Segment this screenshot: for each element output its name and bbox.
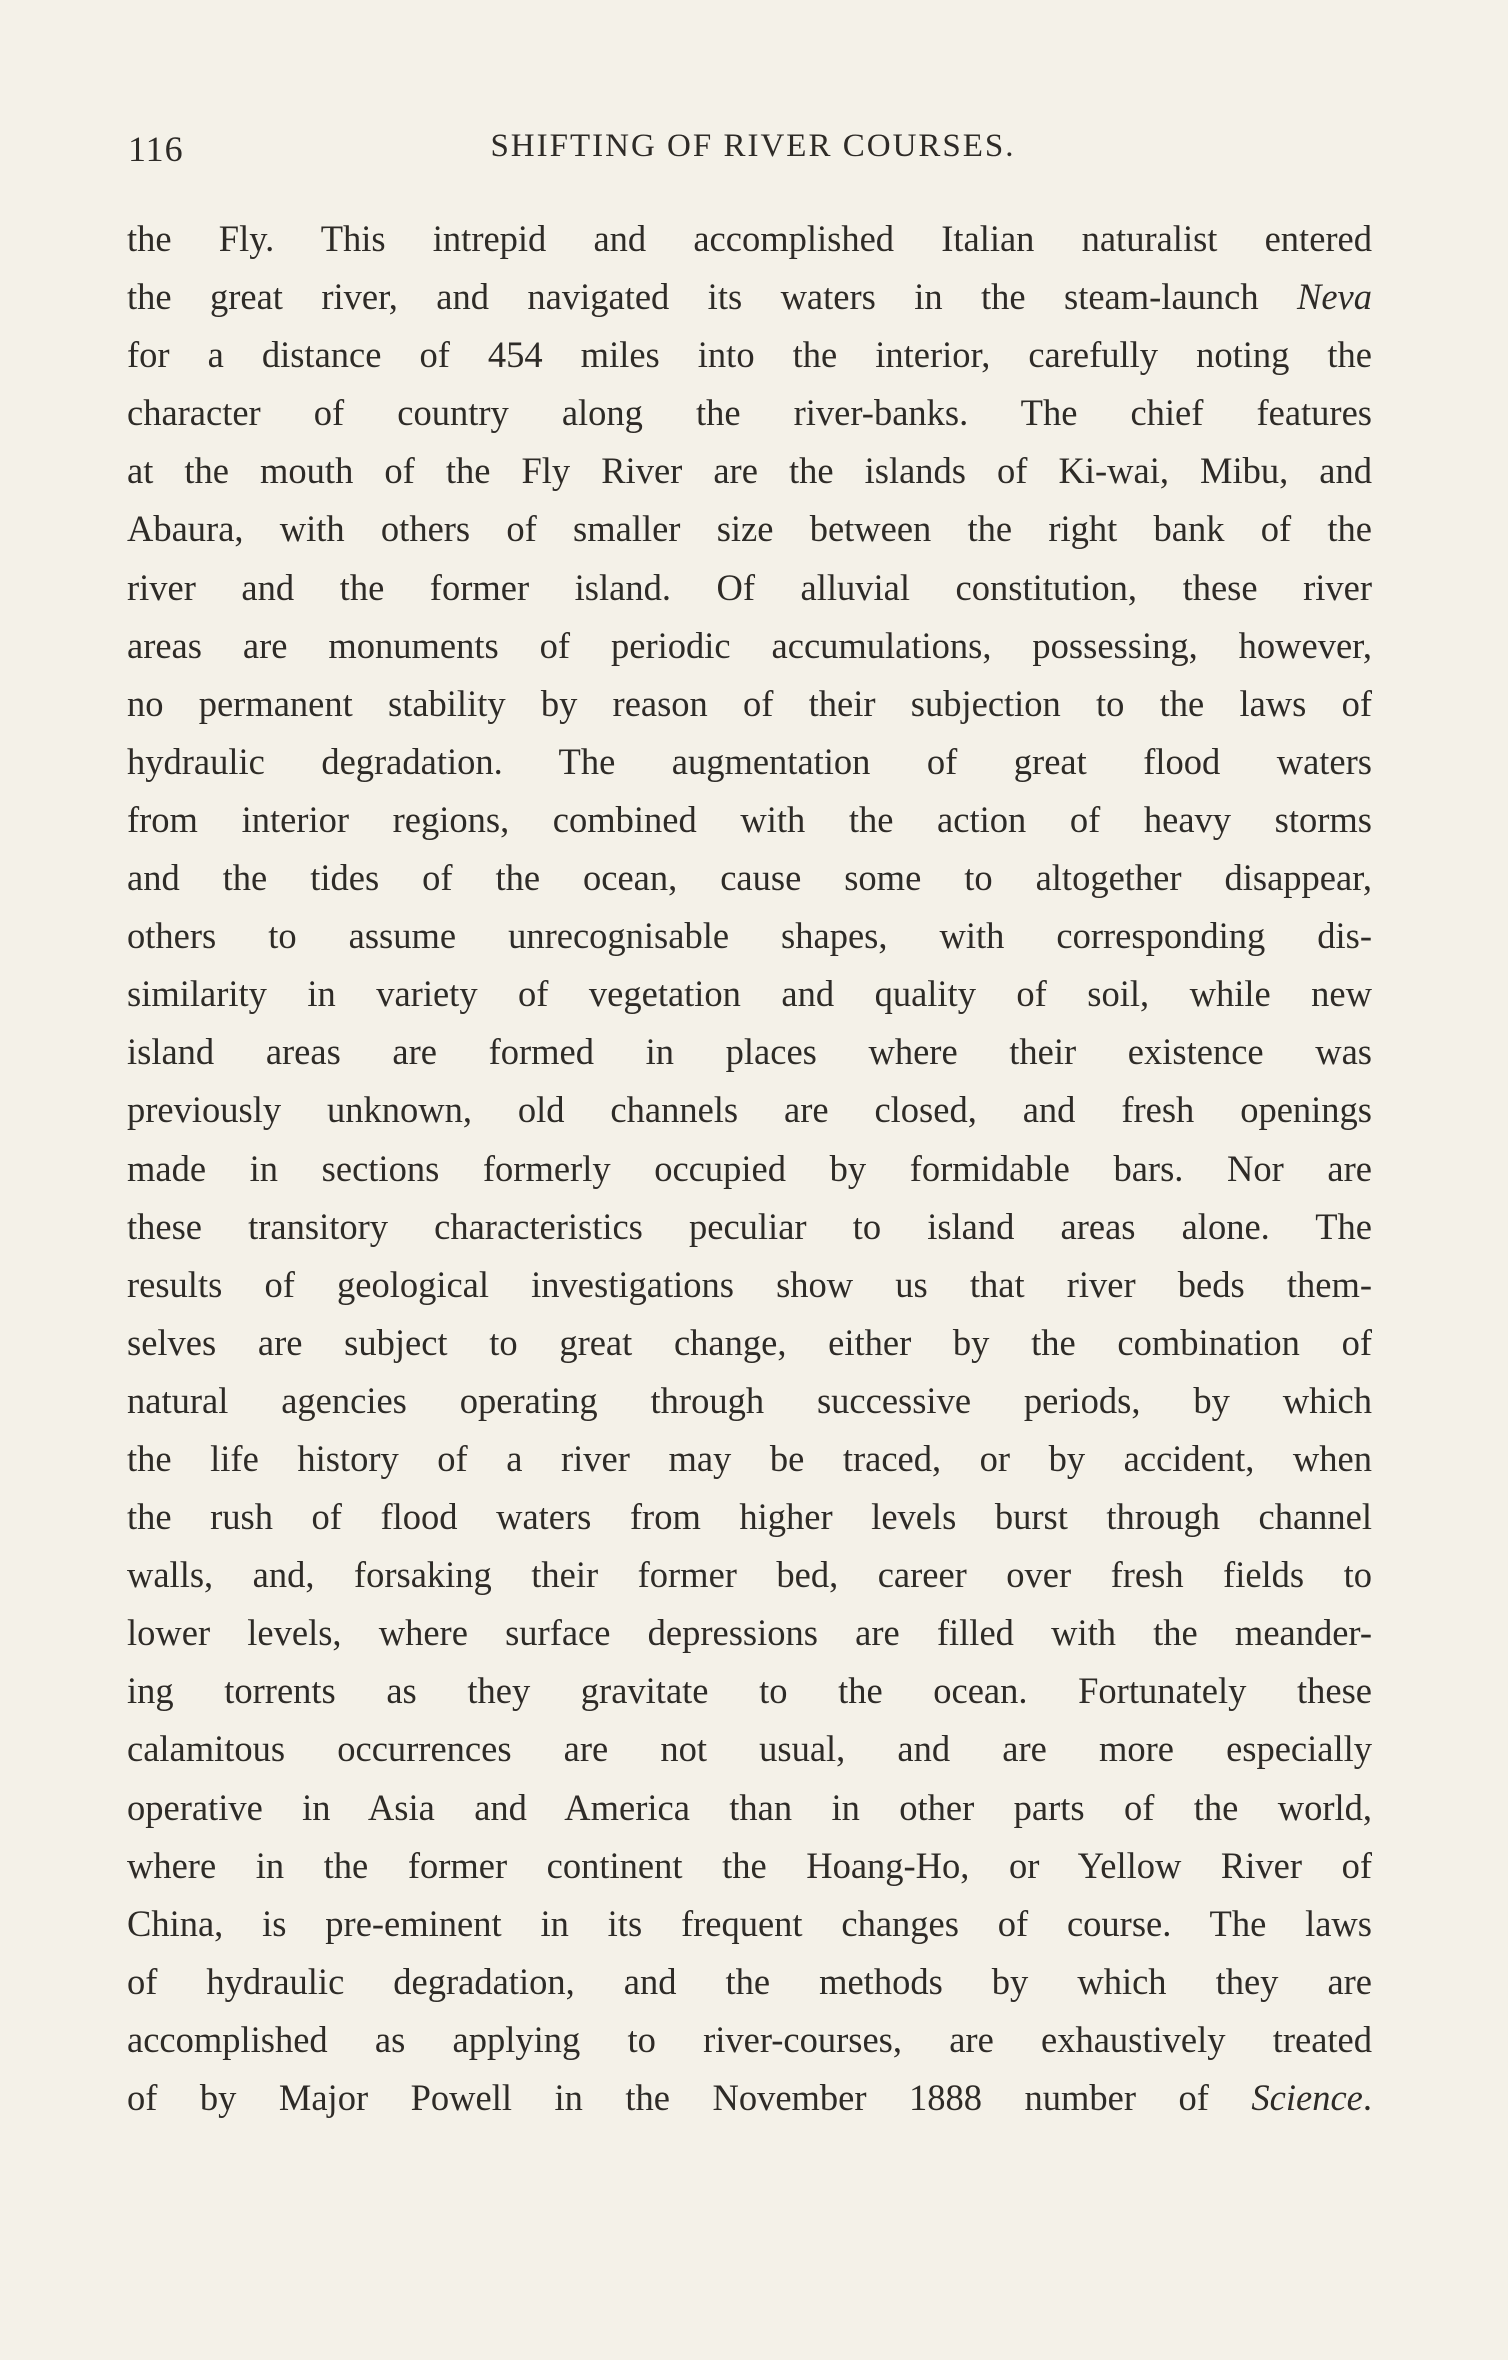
text-line [127,675,1372,733]
text-line-roman: and the tides of the ocean, cause some to altogether disappear, [127,857,1372,899]
text-line-roman: the Fly. This intrepid and accomplished Italian naturalist entered [127,218,1372,259]
text-line [127,2011,1372,2069]
running-title: SHIFTING OF RIVER COURSES. [490,128,1016,164]
text-line-roman: no permanent stability by reason of their subjection to the laws of [127,682,1372,724]
text-line [127,1953,1372,2011]
text-line [127,1546,1372,1604]
text-line-roman: Abaura, with others of smaller size between the right bank of the [127,508,1372,550]
page-number: 116 [128,129,184,169]
text-line [127,849,1372,907]
text-line [127,442,1372,500]
text-line [127,1779,1372,1837]
page-header [128,128,1378,178]
text-line [127,1895,1372,1953]
text-line-roman: previously unknown, old channels are closed, and fresh openings [127,1089,1372,1131]
text-line-italic: Science [1251,2077,1363,2118]
text-line-roman: accomplished as applying to river-courses, are exhaustively treated [127,2018,1372,2060]
text-line [127,1198,1372,1256]
text-line [127,965,1372,1023]
text-line-roman: areas are monuments of periodic accumulations, possessing, however, [127,624,1372,666]
text-line [127,1662,1372,1720]
text-line-roman: walls, and, forsaking their former bed, career over fresh fields to [127,1554,1372,1596]
text-line [127,1720,1372,1778]
text-line-roman: the great river, and navigated its waters in the steam-launch [127,276,1297,318]
text-line [127,1372,1372,1430]
text-line-roman: selves are subject to great change, either by the combination of [127,1321,1372,1363]
text-line-roman: of hydraulic degradation, and the methods by which they are [127,1960,1372,2002]
text-line [127,268,1372,326]
text-line [127,1314,1372,1372]
text-line-roman: natural agencies operating through successive periods, by which [127,1379,1372,1421]
text-line-roman: where in the former continent the Hoang-Ho, or Yellow River of [127,1844,1372,1886]
text-line [127,1488,1372,1546]
text-line-roman: hydraulic degradation. The augmentation of great flood waters [127,740,1372,782]
text-line [127,1023,1372,1081]
text-line [127,2069,1372,2127]
text-line-roman: made in sections formerly occupied by formidable bars. Nor are [127,1147,1372,1189]
text-line-roman: the rush of flood waters from higher levels burst through channel [127,1496,1372,1538]
text-line-roman: these transitory characteristics peculiar to island areas alone. The [127,1205,1372,1247]
text-line [127,791,1372,849]
text-line [127,1837,1372,1895]
text-line-roman: from interior regions, combined with the action of heavy storms [127,798,1372,840]
text-line-roman: the life history of a river may be traced, or by accident, when [127,1437,1372,1479]
text-line-roman: lower levels, where surface depressions are filled with the meander- [127,1612,1372,1654]
text-line [127,1140,1372,1198]
body-paragraph [127,210,1372,2127]
text-line-trailing: . [1362,2077,1372,2118]
text-line [127,733,1372,791]
text-line-italic: Neva [1297,276,1372,318]
text-line-roman: for a distance of 454 miles into the interior, carefully noting the [127,334,1372,376]
text-line [127,1604,1372,1662]
text-line-roman: river and the former island. Of alluvial constitution, these river [127,566,1372,608]
text-line [127,559,1372,617]
text-line-roman: results of geological investigations show us that river beds them- [127,1263,1372,1305]
text-line [127,907,1372,965]
text-line-roman: others to assume unrecognisable shapes, with corresponding dis- [127,915,1372,957]
text-line [127,1081,1372,1139]
text-line-roman: island areas are formed in places where their existence was [127,1031,1372,1073]
text-line [127,326,1372,384]
text-line-roman: China, is pre-eminent in its frequent changes of course. The laws [127,1902,1372,1944]
text-line [127,1430,1372,1488]
text-line-roman: character of country along the river-banks. The chief features [127,392,1372,434]
text-line [127,617,1372,675]
text-line [127,1256,1372,1314]
text-line-roman: of by Major Powell in the November 1888 number of [127,2077,1252,2118]
text-line [127,210,1372,268]
text-line-roman: calamitous occurrences are not usual, and are more especially [127,1728,1372,1770]
text-line [127,500,1372,558]
text-line-roman: ing torrents as they gravitate to the ocean. Fortunately these [127,1670,1372,1712]
text-line-roman: similarity in variety of vegetation and quality of soil, while new [127,973,1372,1015]
text-line-roman: operative in Asia and America than in other parts of the world, [127,1786,1372,1828]
text-line [127,384,1372,442]
text-line-roman: at the mouth of the Fly River are the islands of Ki-wai, Mibu, and [127,450,1372,492]
